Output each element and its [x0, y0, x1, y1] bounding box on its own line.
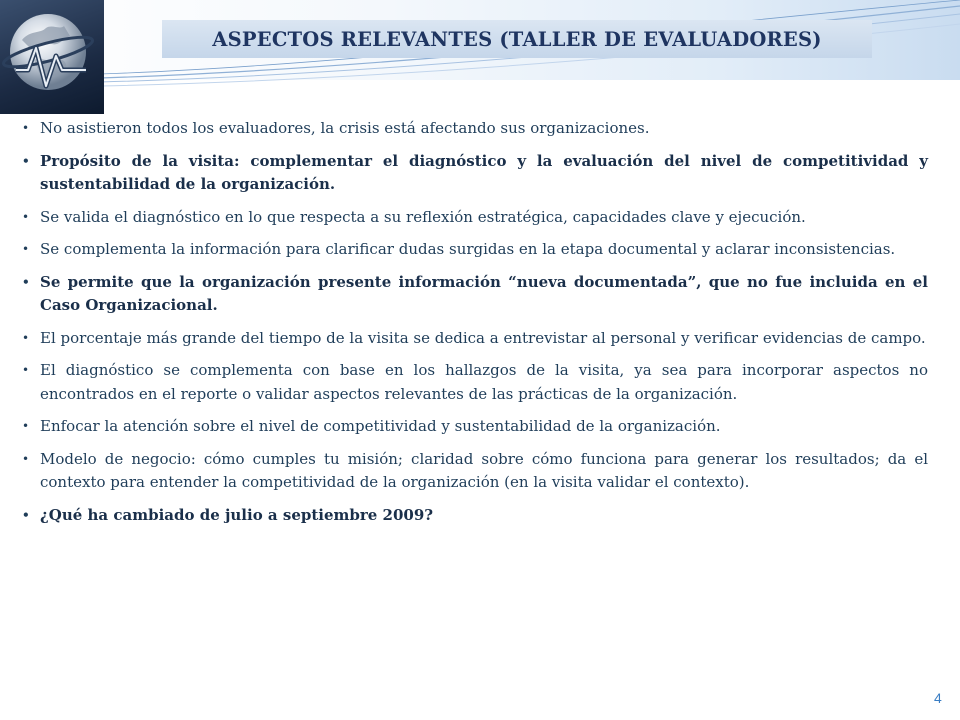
bullet-item: [22, 504, 928, 528]
bullet-item: [22, 448, 928, 495]
bullet-text: Se complementa la información para clarificar dudas surgidas en la etapa documental y aclarar inconsistencias.: [40, 240, 896, 258]
bullet-text: Modelo de negocio: cómo cumples tu misión; claridad sobre cómo funciona para generar los resultados; da el contexto para entender la competitividad de la organización (en la visita validar el contexto).: [40, 449, 928, 491]
bullet-text: Enfocar la atención sobre el nivel de competitividad y sustentabilidad de la organización.: [40, 417, 721, 435]
bullet-icon: •: [22, 451, 30, 466]
bullet-text: Se valida el diagnóstico en lo que respecta a su reflexión estratégica, capacidades clave y ejecución.: [40, 207, 806, 226]
bullet-item: [22, 238, 928, 262]
bullet-item: [22, 327, 928, 351]
bullet-icon: •: [22, 209, 30, 224]
bullet-icon: •: [22, 242, 30, 256]
bullet-text: El porcentaje más grande del tiempo de la visita se dedica a entrevistar al personal y verificar evidencias de campo.: [40, 328, 926, 347]
page-number: 4: [934, 690, 942, 706]
logo: [0, 0, 104, 114]
bullet-item: [22, 359, 928, 406]
bullet-icon: •: [22, 363, 30, 377]
bullet-text: ¿Qué ha cambiado de julio a septiembre 2009?: [40, 505, 434, 524]
bullet-text: El diagnóstico se complementa con base en los hallazgos de la visita, ya sea para incorporar aspectos no encontrados en el reporte o validar aspectos relevantes de las prácticas de la organización.: [40, 361, 928, 403]
bullet-text: Se permite que la organización presente información “nueva documentada”, que no fue incluida en el Caso Organizacional.: [40, 272, 928, 314]
bullet-icon: •: [22, 153, 30, 168]
bullet-icon: •: [22, 274, 30, 289]
bullet-icon: •: [22, 330, 30, 345]
bullet-icon: •: [22, 507, 30, 522]
bullet-icon: •: [22, 419, 30, 433]
bullet-list: [22, 117, 928, 527]
page-title: ASPECTOS RELEVANTES (TALLER DE EVALUADORES): [212, 27, 822, 51]
bullet-item: [22, 150, 928, 197]
title-bar: [162, 20, 872, 58]
bullet-text: No asistieron todos los evaluadores, la crisis está afectando sus organizaciones.: [40, 119, 650, 137]
bullet-icon: •: [22, 121, 30, 135]
bullet-item: [22, 206, 928, 230]
bullet-item: [22, 117, 928, 141]
content-area: [22, 117, 928, 536]
bullet-item: [22, 415, 928, 439]
bullet-text: Propósito de la visita: complementar el diagnóstico y la evaluación del nivel de competitividad y sustentabilidad de la organización.: [40, 151, 928, 193]
bullet-item: [22, 271, 928, 318]
